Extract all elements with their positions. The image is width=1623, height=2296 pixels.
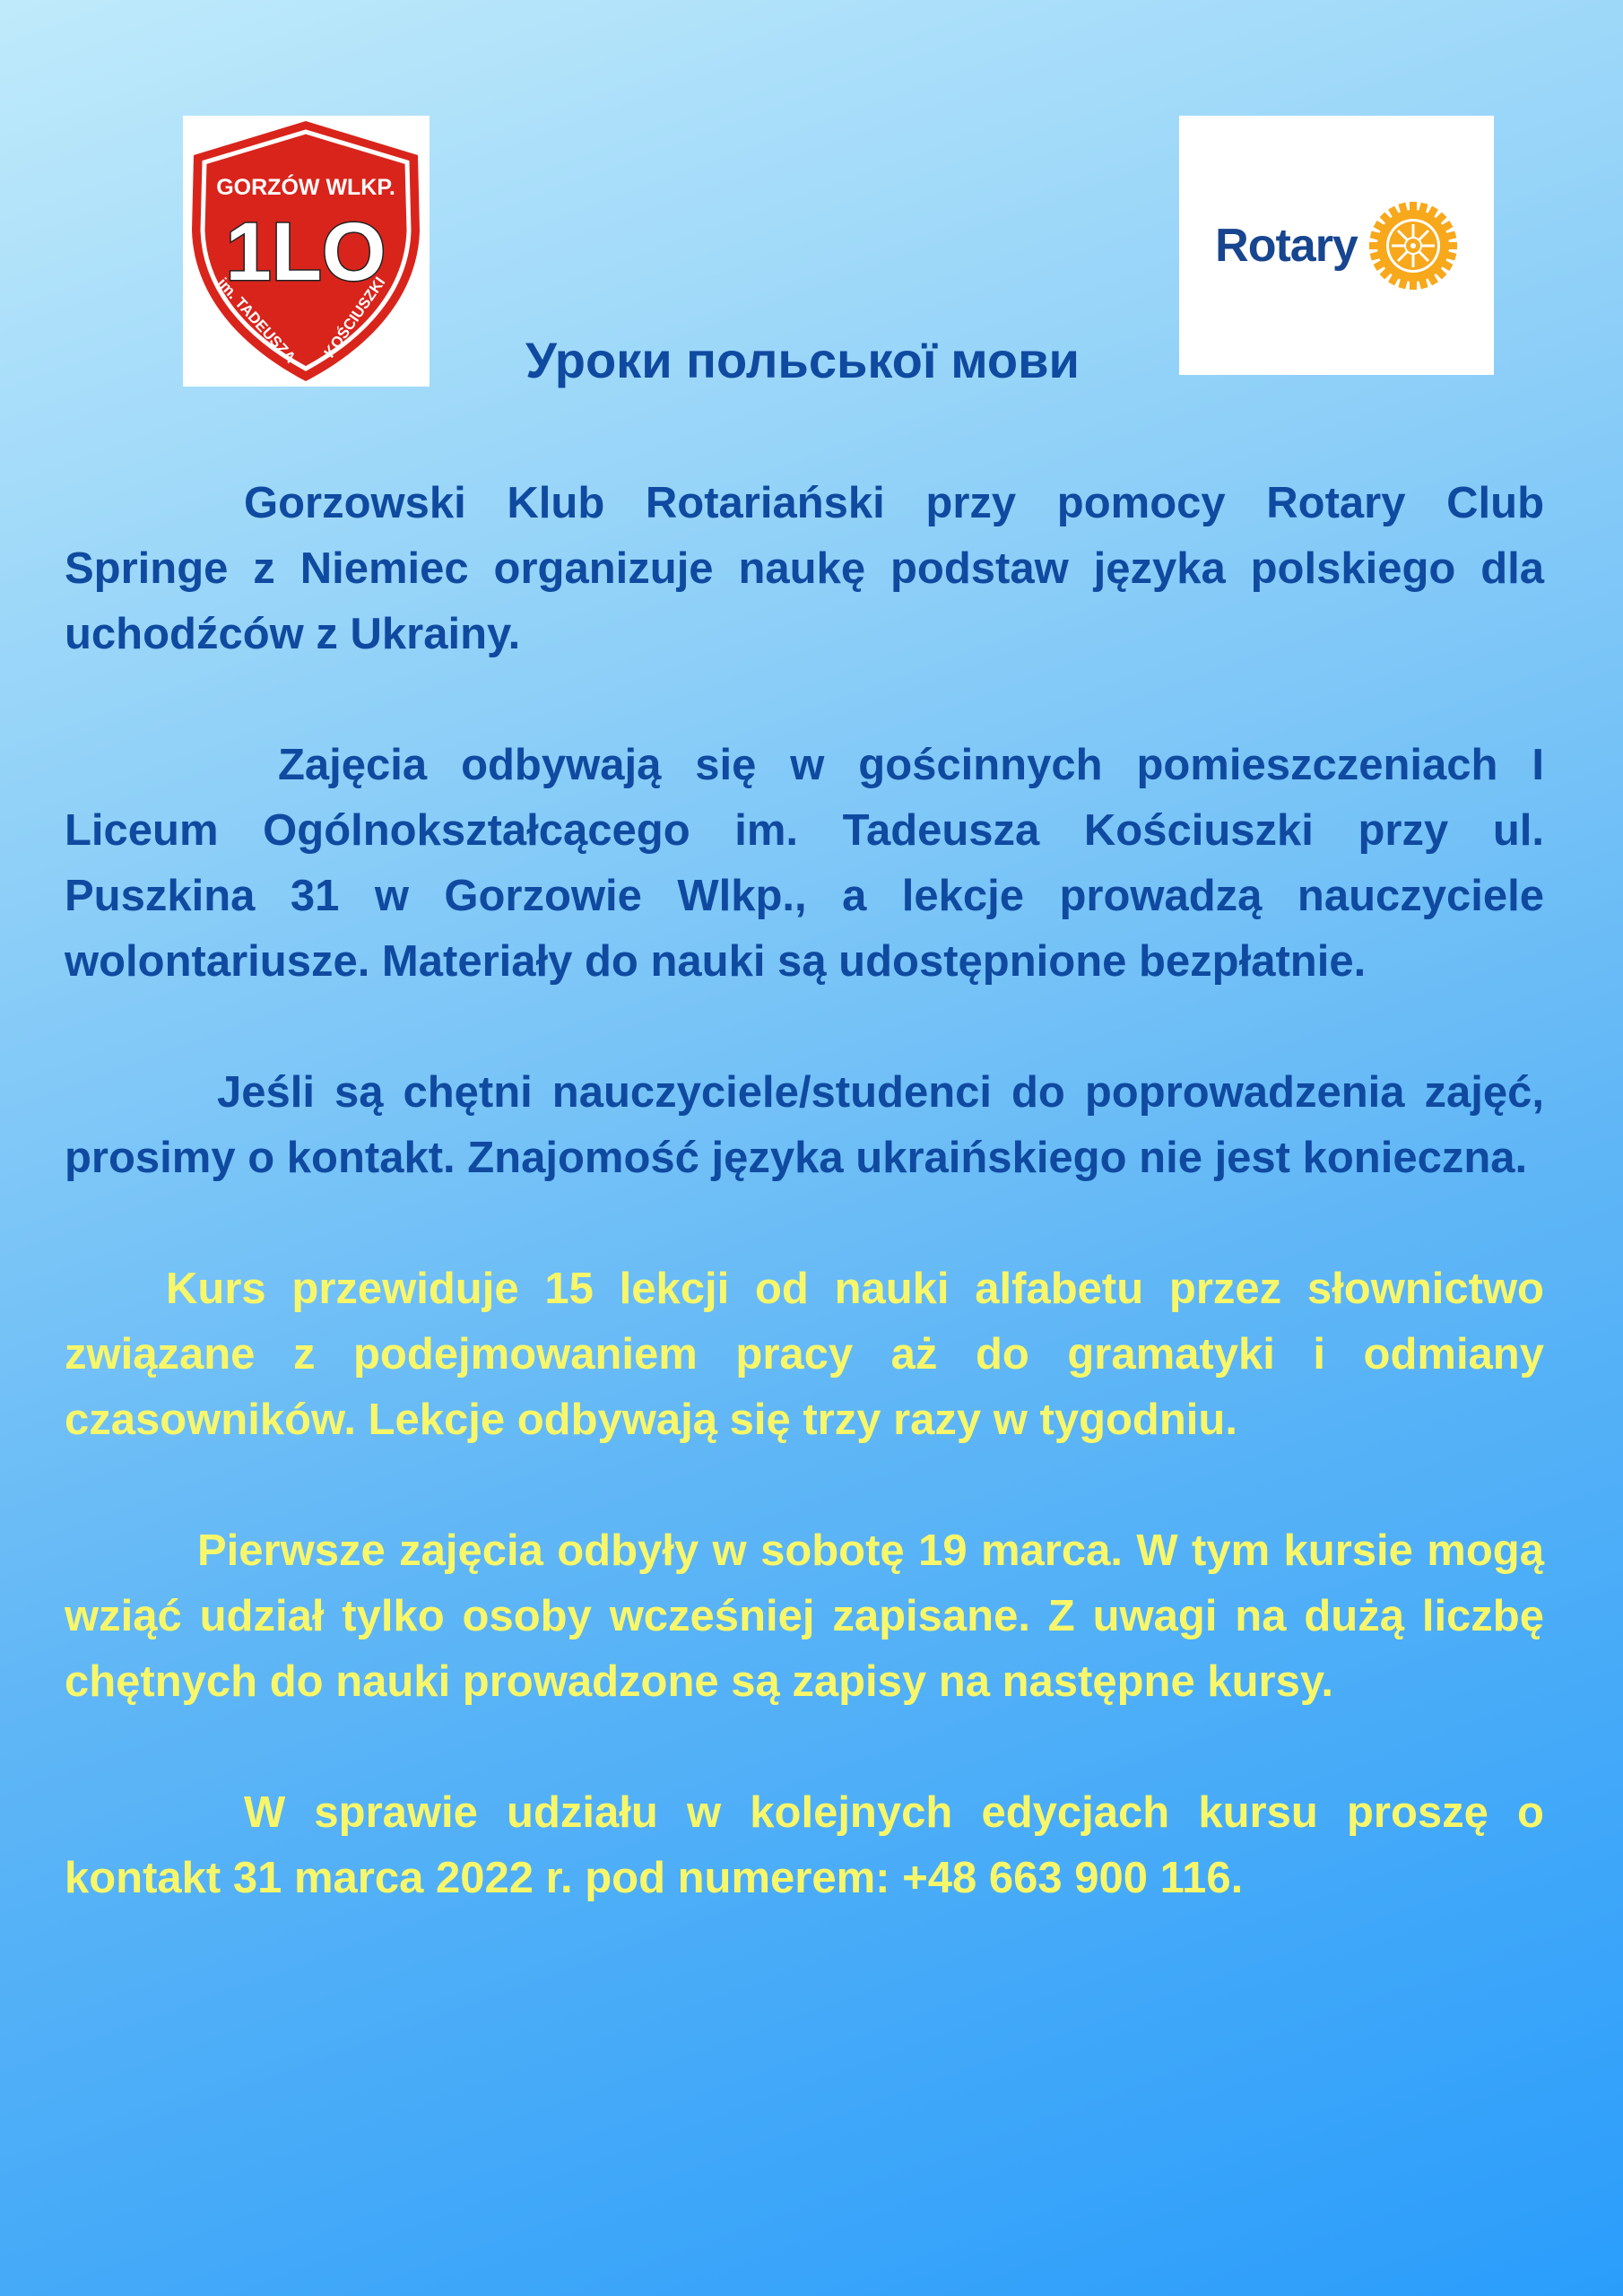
- rotary-wordmark: Rotary: [1215, 219, 1358, 272]
- school-logo-bottom-left-text: im. TADEUSZA: [213, 274, 299, 367]
- announcement-body: [65, 471, 1544, 1977]
- rotary-logo: [1179, 116, 1494, 375]
- rotary-wheel-icon: [1368, 201, 1458, 291]
- page-title: Уроки польської мови: [525, 332, 1080, 388]
- paragraph-intro: Gorzowski Klub Rotariański przy pomocy Rotary Club Springe z Niemiec organizuje naukę podstaw języka polskiego dla uchodźców z Ukrainy.: [65, 479, 1544, 658]
- school-logo-main-text: 1LO: [225, 206, 386, 298]
- paragraph-volunteers: Jeśli są chętni nauczyciele/studenci do poprowadzenia zajęć, prosimy o kontakt. Znajomość języka ukraińskiego nie jest konieczna.: [65, 1068, 1544, 1182]
- paragraph-location: Zajęcia odbywają się w gościnnych pomieszczeniach I Liceum Ogólnokształcącego im. Tadeusza Kościuszki przy ul. Puszkina 31 w Gorzowie Wlkp., a lekcje prowadzą nauczyciele wolontariusze. Materiały do nauki są udostępnione bezpłatnie.: [65, 741, 1544, 986]
- school-logo: [183, 116, 430, 387]
- paragraph-course-info: Kurs przewiduje 15 lekcji od nauki alfabetu przez słownictwo związane z podejmowaniem pracy aż do gramatyki i odmiany czasowników. Lekcje odbywają się trzy razy w tygodniu.: [65, 1265, 1544, 1444]
- paragraph-contact: W sprawie udziału w kolejnych edycjach kursu proszę o kontakt 31 marca 2022 r. pod numerem: +48 663 900 116.: [65, 1788, 1544, 1902]
- shield-icon: [183, 116, 430, 387]
- paragraph-first-classes: Pierwsze zajęcia odbyły w sobotę 19 marca. W tym kursie mogą wziąć udział tylko osoby wcześniej zapisane. Z uwagi na dużą liczbę chętnych do nauki prowadzone są zapisy na następne kursy.: [65, 1526, 1544, 1706]
- school-logo-top-text: GORZÓW WLKP.: [216, 175, 395, 200]
- school-logo-bottom-right-text: KOŚCIUSZKI: [320, 274, 389, 361]
